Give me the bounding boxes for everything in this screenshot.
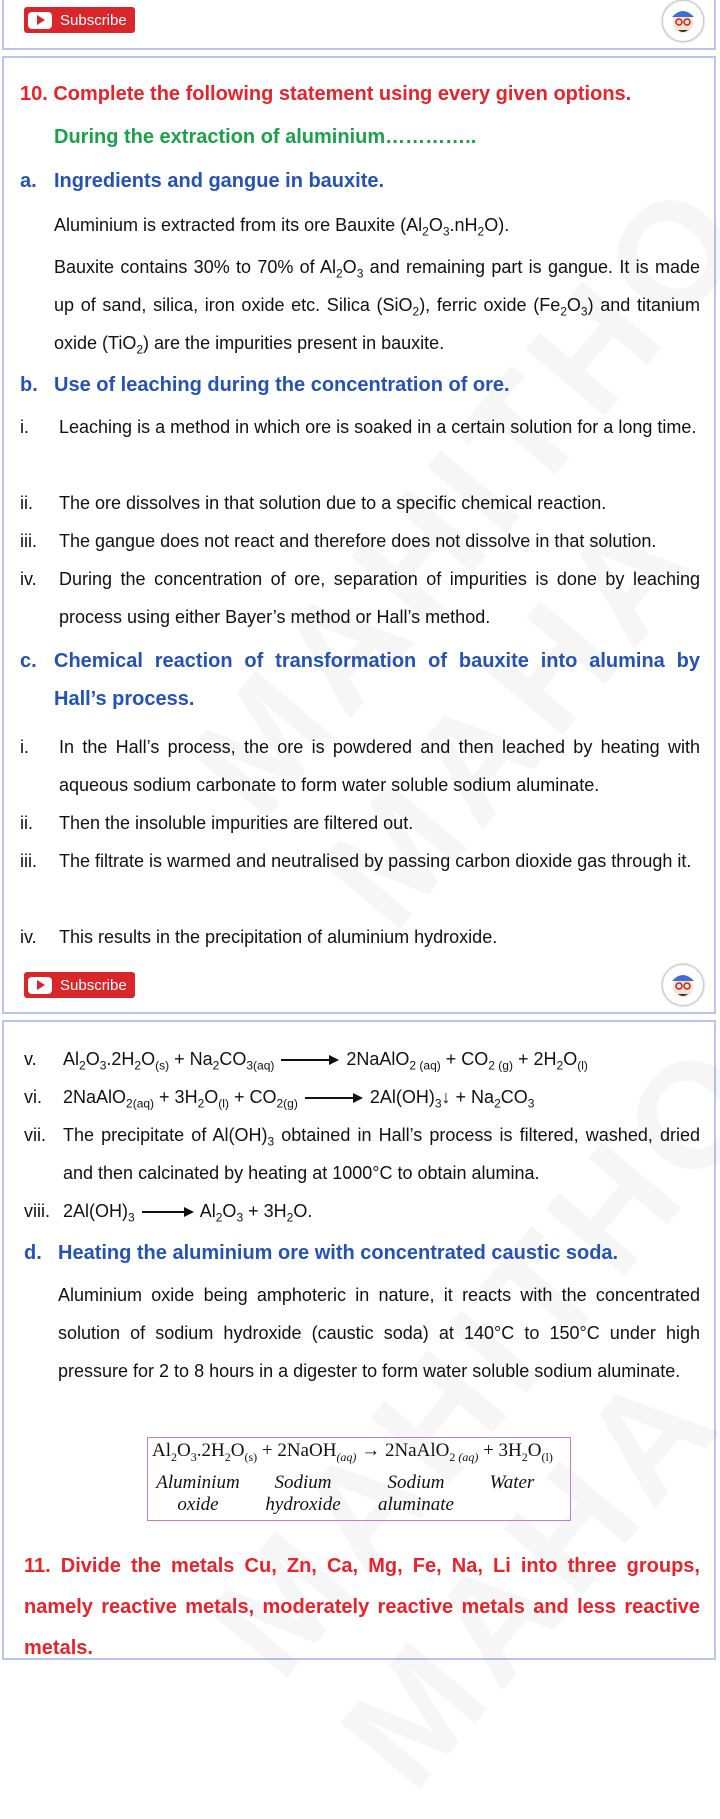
section-d-marker: d. [24, 1242, 42, 1264]
list-item: The precipitate of $Al(OH)_3$ obtained in Hall’s process is filtered, washed, dried and then calcinated by heating at 1000°C to obtain alumina. [63, 1125, 700, 1183]
list-item-number: iii. [20, 531, 37, 551]
equation-viii: $2Al(OH)_3$ $Al_2O_3 + 3H_2O$. [63, 1201, 313, 1225]
list-item: The ore dissolves in that solution due to a specific chemical reaction. [59, 493, 607, 513]
equation-vi: 2NaAlO$_{2(aq)}$ + $3H_2O_{(l)} + CO_{2(g)}$ $2Al(OH)_3↓ + Na_2CO_3$ [63, 1087, 535, 1111]
subscribe-label: Subscribe [60, 976, 127, 994]
question-10-stem: During the extraction of aluminium………….. [54, 126, 477, 148]
subscribe-label: Subscribe [60, 11, 127, 29]
equation-box [147, 1437, 571, 1521]
question-11-title: 11. Divide the metals Cu, Zn, Ca, Mg, Fe, Na, Li into three groups, namely reactive metals, moderately reactive metals and less reactive metals. [24, 1555, 700, 1659]
list-item-number: vii. [24, 1125, 46, 1145]
section-a-line-1: Aluminium is extracted from its ore Bauxite $(Al_2O_3.nH_2O)$. [54, 215, 510, 239]
equation-d: $Al_2O_3.2H_2O_{(s)}$ + 2NaOH$_{(aq)}$ → 2NaAlO$_{2 (aq)}$ + $3H_2O_{(l)}$ [152, 1440, 553, 1464]
section-a-paragraph: Bauxite contains 30% to 70% of $Al_2O_3$ and remaining part is gangue. It is made up of sand, silica, iron oxide etc. Silica (SiO$_2$), ferric oxide $(Fe_2O_3)$ and titanium oxide (TiO$_2$) are the impurities present in bauxite. [54, 257, 700, 357]
youtube-play-icon [28, 977, 52, 994]
youtube-play-icon [28, 12, 52, 29]
list-item-number: vi. [24, 1087, 42, 1107]
list-item: This results in the precipitation of aluminium hydroxide. [59, 927, 498, 947]
list-item: In the Hall’s process, the ore is powdered and then leached by heating with aqueous sodium carbonate to form water soluble sodium aluminate. [59, 737, 700, 795]
channel-logo-icon[interactable] [662, 964, 704, 1006]
label-aluminium-oxide: Aluminium oxide [156, 1472, 240, 1515]
section-d-heading: Heating the aluminium ore with concentrated caustic soda. [58, 1242, 619, 1264]
list-item-number: ii. [20, 493, 33, 513]
list-item-number: v. [24, 1049, 37, 1069]
list-item: During the concentration of ore, separation of impurities is done by leaching process using either Bayer’s method or Hall’s method. [59, 569, 700, 627]
list-item: The gangue does not react and therefore does not dissolve in that solution. [59, 531, 657, 551]
list-item: Then the insoluble impurities are filtered out. [59, 813, 414, 833]
reaction-arrow-icon [140, 1206, 196, 1218]
reaction-arrow-icon [279, 1054, 341, 1066]
section-c-heading: Chemical reaction of transformation of bauxite into alumina by Hall’s process. [54, 650, 700, 710]
section-a-heading: Ingredients and gangue in bauxite. [54, 170, 385, 192]
label-water: Water [489, 1472, 535, 1493]
section-b-marker: b. [20, 374, 38, 396]
section-d-paragraph: Aluminium oxide being amphoteric in nature, it reacts with the concentrated solution of sodium hydroxide (caustic soda) at 140°C to 150°C under high pressure for 2 to 8 hours in a digester to form water soluble sodium aluminate. [58, 1285, 700, 1381]
vii-text-start: The precipitate of Al(OH) [63, 1125, 268, 1145]
label-sodium-aluminate: Sodium aluminate [378, 1472, 454, 1515]
section-a-marker: a. [20, 170, 37, 192]
list-item: The filtrate is warmed and neutralised by passing carbon dioxide gas through it. [59, 851, 692, 871]
question-10-title: 10. Complete the following statement using every given options. [20, 83, 632, 105]
equation-v: $Al_2O_3.2H_2O_{(s)} + Na_2CO_{3(aq)}$ 2NaAlO$_{2 (aq)}$ + $CO_{2 (g)} + 2H_2O_{(l)}$ [63, 1049, 588, 1073]
list-item-number: ii. [20, 813, 33, 833]
channel-logo-icon[interactable] [662, 0, 704, 42]
section-c-marker: c. [20, 650, 37, 672]
list-item: Leaching is a method in which ore is soaked in a certain solution for a long time. [59, 417, 697, 437]
list-item-number: i. [20, 737, 29, 757]
list-item-number: viii. [24, 1201, 50, 1221]
list-item-number: iii. [20, 851, 37, 871]
subscribe-button[interactable] [24, 7, 135, 33]
vii-text-end: obtained in Hall’s process is filtered, washed, dried and then calcinated by heating at 1000°C to obtain alumina. [63, 1125, 700, 1183]
list-item-number: iv. [20, 569, 37, 589]
list-item-number: iv. [20, 927, 37, 947]
subscribe-button[interactable] [24, 972, 135, 998]
label-sodium-hydroxide: Sodium hydroxide [265, 1472, 341, 1515]
reaction-arrow-icon [303, 1092, 365, 1104]
list-item-number: i. [20, 417, 29, 437]
section-b-heading: Use of leaching during the concentration of ore. [54, 374, 510, 396]
